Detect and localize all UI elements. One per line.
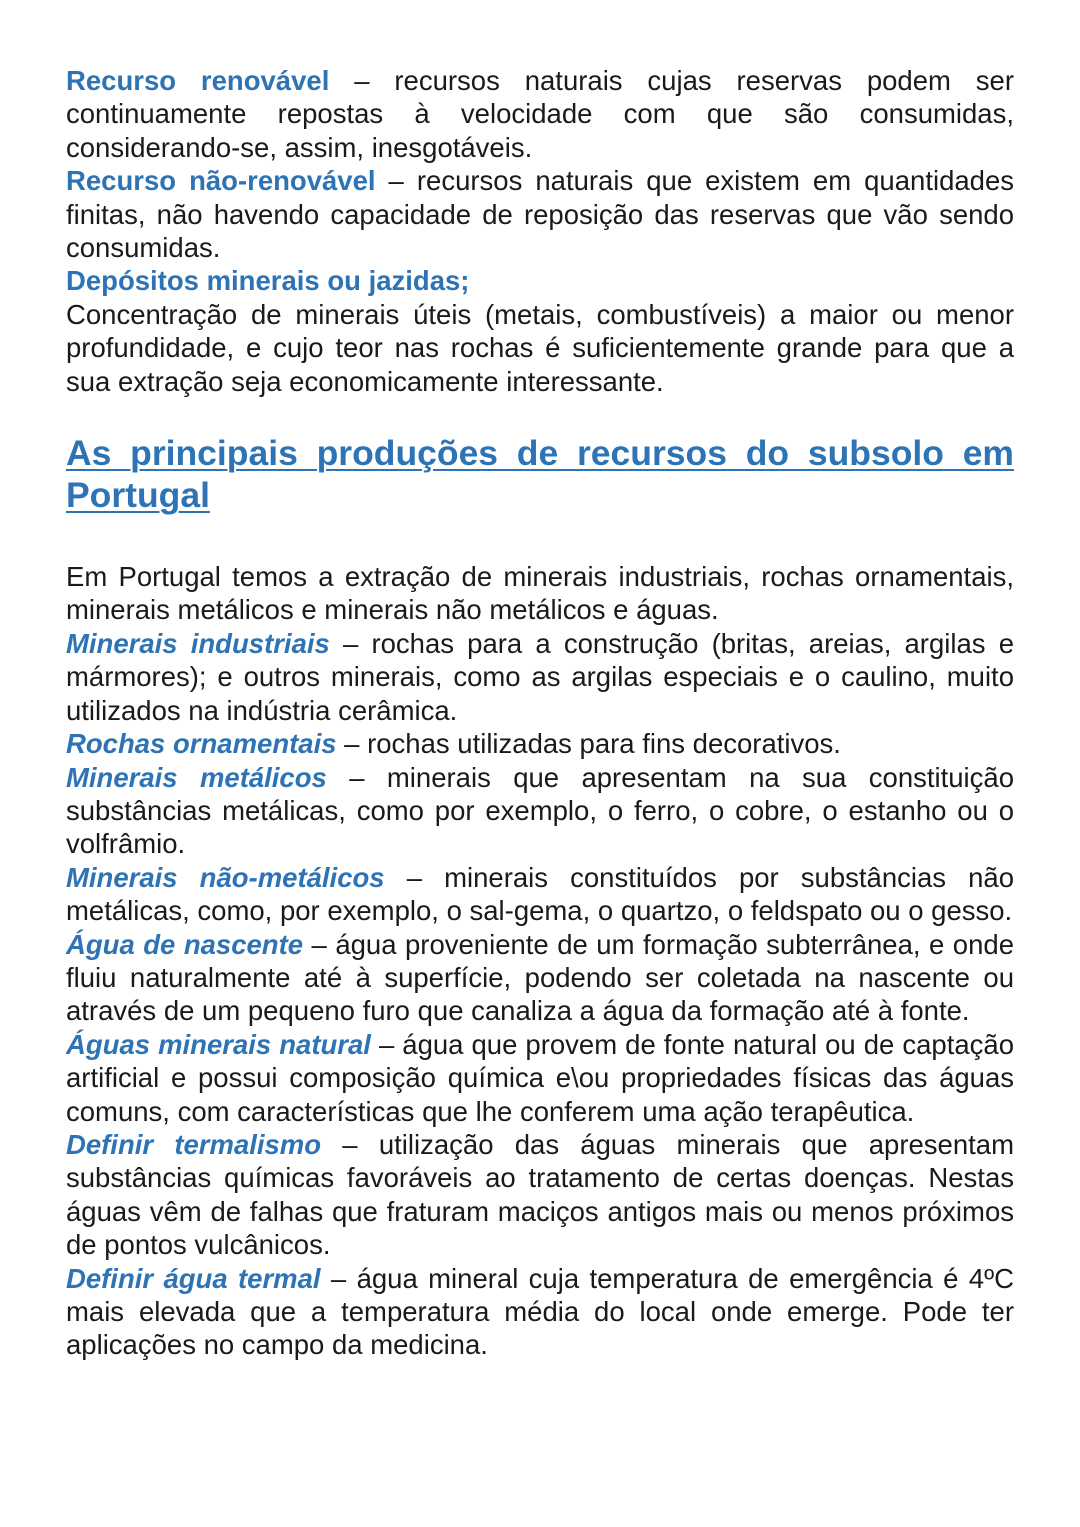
definition-nonmetallic-minerals	[66, 861, 1014, 928]
definition-nonrenewable-resource	[66, 164, 1014, 264]
document-page	[66, 64, 1014, 1362]
definition-text: – recursos naturais cujas reservas podem ser continuamente repostas à velocidade com que são consumidas, considerando-se, assim, inesgotáveis.	[66, 65, 1015, 163]
deposits-term	[66, 264, 1014, 297]
definition-text: – minerais constituídos por substâncias não metálicas, como, por exemplo, o sal-gema, o quartzo, o feldspato ou o gesso.	[66, 861, 1015, 927]
definition-text: – utilização das águas minerais que apresentam substâncias químicas favoráveis ao tratamento de certas doenças. Nestas águas vêm de falhas que fraturam maciços antigos mais ou menos próximos de pontos vulcânicos.	[66, 1128, 1014, 1261]
definition-text: – água mineral cuja temperatura de emergência é 4ºC mais elevada que a temperatura média do local onde emerge. Pode ter aplicações no campo da medicina.	[66, 1262, 1014, 1361]
definition-thermal-water	[66, 1262, 1014, 1362]
definition-thermalism	[66, 1128, 1014, 1262]
definition-term: Minerais não-metálicos	[66, 861, 385, 893]
definition-term: Água de nascente	[66, 928, 304, 960]
definition-industrial-minerals	[66, 627, 1014, 727]
definition-text: – recursos naturais que existem em quantidades finitas, não havendo capacidade de reposição das reservas que vão sendo consumidas.	[66, 165, 1014, 264]
definition-text: – água proveniente de um formação subterrânea, e onde fluiu naturalmente até à superfície, podendo ser coletada na nascente ou através de um pequeno furo que canaliza a água da formação até à fonte.	[66, 928, 1014, 1027]
definition-metallic-minerals	[66, 761, 1014, 861]
definition-text: – água que provem de fonte natural ou de captação artificial e possui composição química e\ou propriedades físicas das águas comuns, com características que lhe conferem uma ação terapêutica.	[66, 1028, 1014, 1127]
intro-paragraph: Em Portugal temos a extração de minerais industriais, rochas ornamentais, minerais metálicos e minerais não metálicos e águas.	[66, 561, 1014, 626]
definition-text: – minerais que apresentam na sua constituição substâncias metálicas, como por exemplo, o ferro, o cobre, o estanho ou o volfrâmio.	[66, 761, 1014, 860]
definition-term: Recurso não-renovável	[66, 165, 376, 197]
deposits-text: Concentração de minerais úteis (metais, combustíveis) a maior ou menor profundidade, e cujo teor nas rochas é suficientemente grande para que a sua extração seja economicamente interessante.	[66, 298, 1014, 397]
definition-term: Rochas ornamentais	[66, 728, 337, 760]
definition-term: Águas minerais natural	[66, 1028, 371, 1060]
definition-term: Depósitos minerais ou jazidas;	[66, 265, 470, 297]
definition-term: Definir água termal	[66, 1262, 321, 1294]
definition-term: Minerais metálicos	[66, 761, 327, 793]
definition-term: Definir termalismo	[66, 1128, 322, 1160]
definition-term: Minerais industriais	[66, 627, 330, 659]
definition-term: Recurso renovável	[66, 65, 330, 96]
definition-spring-water	[66, 928, 1014, 1028]
definition-natural-mineral-water	[66, 1028, 1014, 1128]
section-heading: As principais produções de recursos do subsolo em Portugal	[66, 433, 1014, 516]
definition-renewable-resource	[66, 64, 1014, 164]
definition-text: – rochas para a construção (britas, areias, argilas e mármores); e outros minerais, como as argilas especiais e o caulino, muito utilizados na indústria cerâmica.	[66, 627, 1014, 726]
definition-ornamental-rocks	[66, 727, 1014, 760]
definition-text: – rochas utilizadas para fins decorativos.	[336, 728, 841, 760]
